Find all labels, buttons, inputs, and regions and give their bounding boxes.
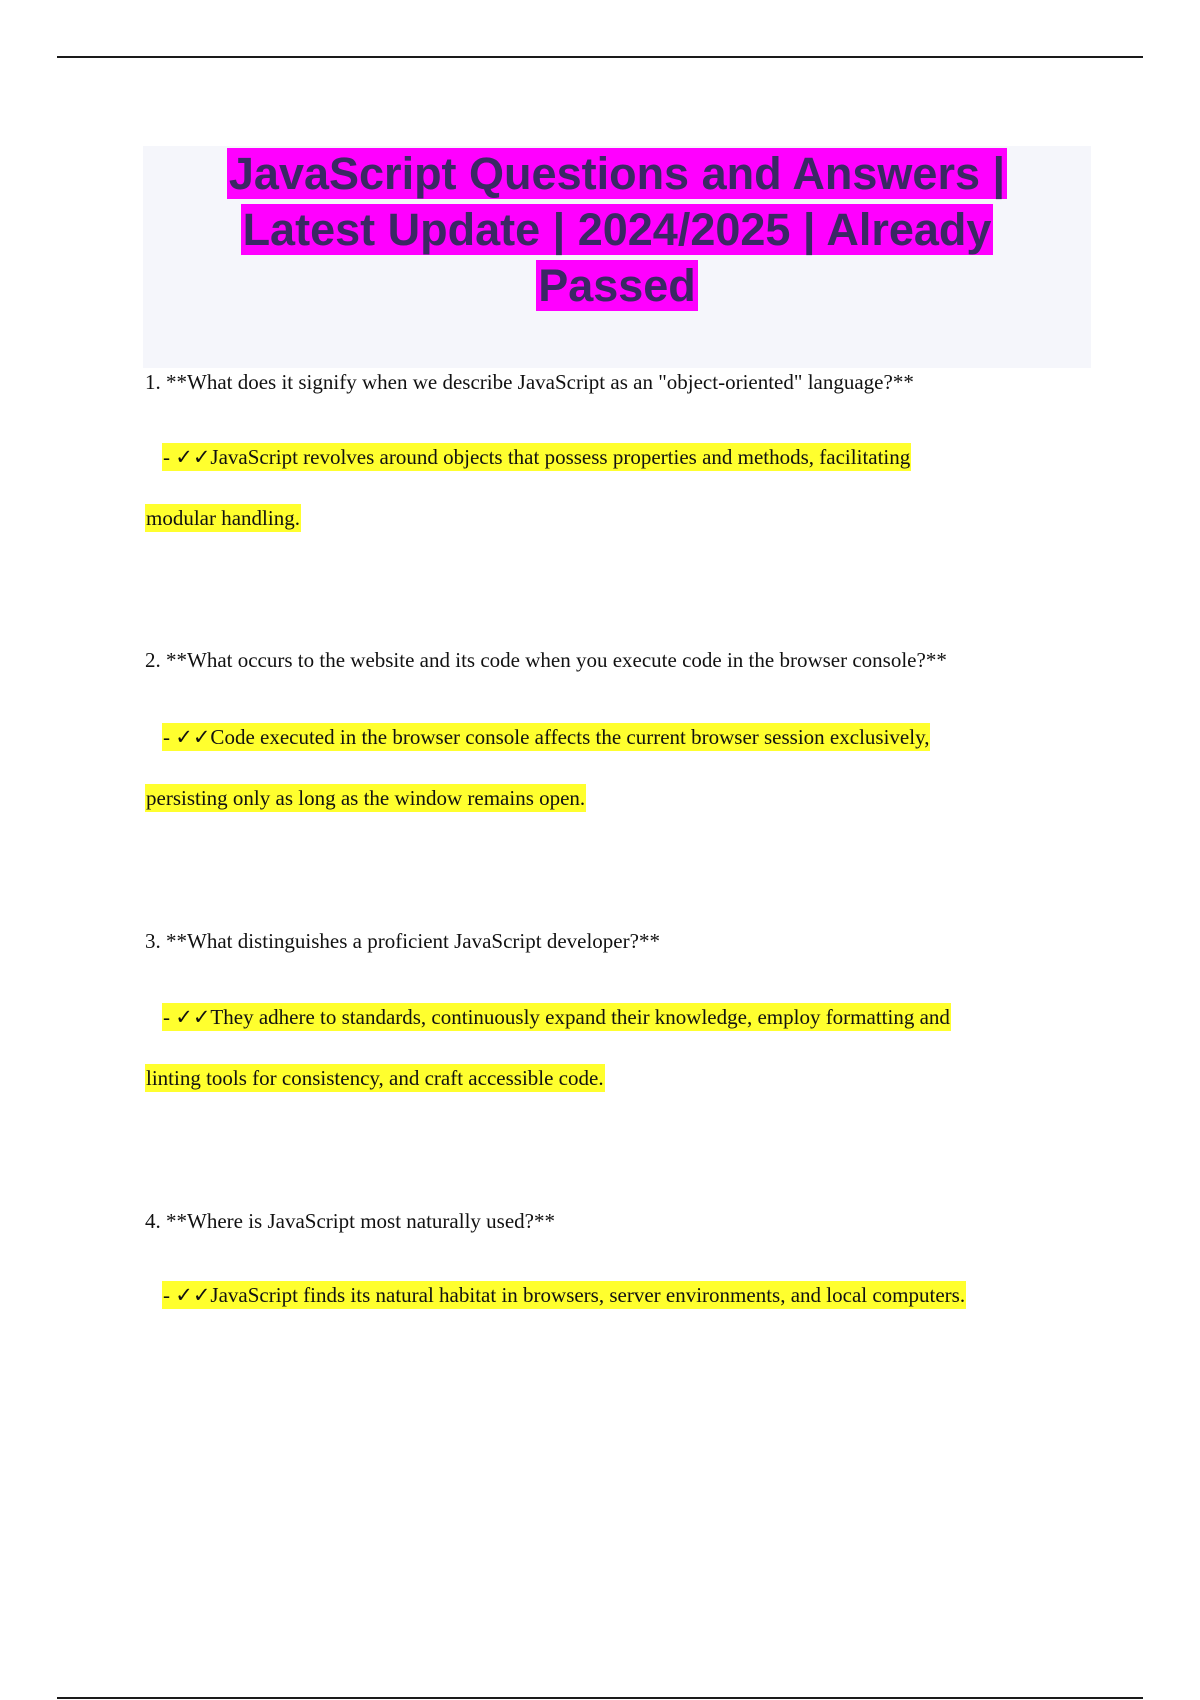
answer-highlight: modular handling. [146,506,300,530]
question-4: 4. **Where is JavaScript most naturally used?** [145,1209,555,1233]
title-line-2 [143,202,1091,258]
answer-highlight: - ✓✓JavaScript finds its natural habitat in browsers, server environments, and local computers. [163,1283,966,1307]
answer-3-line-1 [162,1002,951,1032]
answer-2-line-2 [145,783,586,813]
answer-3-line-2 [145,1063,605,1093]
bottom-rule [57,1697,1143,1699]
question-3: 3. **What distinguishes a proficient JavaScript developer?** [145,929,660,953]
question-1: 1. **What does it signify when we describe JavaScript as an "object-oriented" language?** [145,370,914,394]
title-highlight: JavaScript Questions and Answers | [228,148,1006,199]
answer-highlight: linting tools for consistency, and craft accessible code. [146,1066,604,1090]
title-line-3 [143,258,1091,314]
top-rule [57,56,1143,58]
answer-highlight: persisting only as long as the window remains open. [146,786,586,810]
answer-4-line-1 [162,1280,966,1310]
title-line-1 [143,146,1091,202]
answer-highlight: - ✓✓JavaScript revolves around objects that possess properties and methods, facilitating [163,445,911,469]
answer-highlight: - ✓✓They adhere to standards, continuously expand their knowledge, employ formatting and [163,1005,950,1029]
title-highlight: Passed [538,260,696,311]
answer-highlight: - ✓✓Code executed in the browser console affects the current browser session exclusively, [163,725,930,749]
answer-1-line-1 [162,442,911,472]
question-2: 2. **What occurs to the website and its code when you execute code in the browser console?** [145,648,947,672]
answer-1-line-2 [145,503,301,533]
title-highlight: Latest Update | 2024/2025 | Already [242,204,992,255]
document-title-block [143,146,1091,368]
answer-2-line-1 [162,722,930,752]
